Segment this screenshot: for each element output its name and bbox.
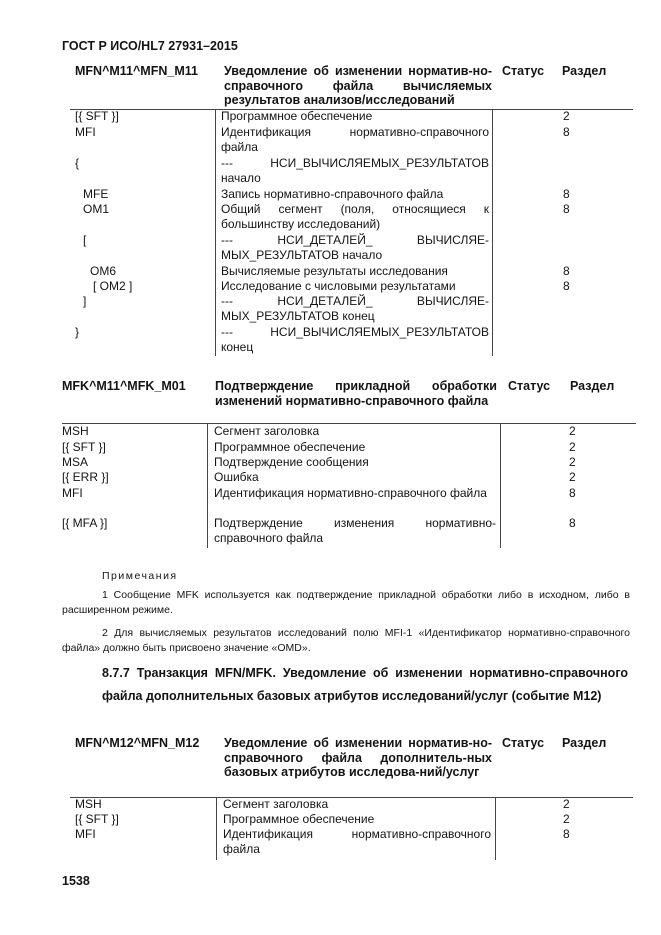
table-row-code: } — [75, 325, 80, 339]
table-row-code: MFI — [75, 827, 96, 841]
table-row-desc: Ошибка — [214, 470, 259, 484]
table-row-code: [{ MFA }] — [62, 516, 108, 530]
table1-header-desc: Уведомление об изменении норматив-но-справочного файла вычисляемых результатов анализов/исследований — [224, 64, 492, 107]
page-number: 1538 — [62, 874, 90, 888]
table-row-section: 8 — [563, 827, 570, 841]
table-row-desc: --- НСИ_ДЕТАЛЕЙ_ ВЫЧИСЛЯЕ-МЫХ_РЕЗУЛЬТАТОВ начало — [221, 233, 489, 263]
table-row-code: [ — [83, 233, 87, 247]
table-row-section: 8 — [563, 187, 570, 201]
document-header: ГОСТ Р ИСО/HL7 27931–2015 — [62, 39, 238, 53]
table-row-desc: Запись нормативно-справочного файла — [221, 187, 444, 201]
table-row-desc: Идентификация нормативно-справочного файла — [223, 827, 491, 857]
table-row-section: 8 — [569, 486, 576, 500]
table-row-section: 2 — [563, 812, 570, 826]
table3-header-desc: Уведомление об изменении норматив-но-справочного файла дополнитель-ных базовых атрибутов исследова-ний/услуг — [224, 736, 492, 779]
note-2: 2 Для вычисляемых результатов исследований полю MFI-1 «Идентификатор нормативно-справочного файла» должно быть присвоено значение «OMD». — [62, 627, 630, 654]
table-row-desc: Исследование с числовыми результатами — [221, 279, 456, 293]
table-row-desc: --- НСИ_ВЫЧИСЛЯЕМЫХ_РЕЗУЛЬТАТОВ начало — [221, 156, 489, 186]
table-row-desc: Программное обеспечение — [221, 109, 373, 123]
table-row-code: MSH — [75, 797, 102, 811]
table-row-desc: Подтверждение изменения нормативно-справочного файла — [214, 516, 496, 546]
table-row-desc: Общий сегмент (поля, относящиеся к большинству исследований) — [221, 202, 489, 232]
section-heading-text: 8.7.7 Транзакция MFN/MFK. Уведомление об изменении нормативно-справочного файла дополнительных базовых атрибутов исследований/услуг (событие M12) — [102, 666, 628, 703]
table-row-code: MFI — [75, 125, 96, 139]
table-row-section: 8 — [563, 279, 570, 293]
table-row-desc: Идентификация нормативно-справочного файла — [221, 125, 489, 155]
table3-header-status: Статус — [502, 736, 545, 750]
table2-column-divider-left — [207, 424, 208, 548]
table-row-section: 8 — [563, 264, 570, 278]
table1-header-section: Раздел — [562, 64, 607, 78]
note-1: 1 Сообщение MFK используется как подтверждение прикладной обработки либо в исходном, либо в расширенном режиме. — [62, 589, 630, 616]
table-row-section: 2 — [563, 109, 570, 123]
table-row-code: [ OM2 ] — [93, 279, 133, 293]
table1-column-divider-right — [492, 110, 493, 356]
table-row-section: 8 — [563, 202, 570, 216]
table-row-code: MSA — [62, 455, 89, 469]
table2-header-code: MFK^M11^MFK_M01 — [62, 379, 186, 393]
table2-header-desc: Подтверждение прикладной обработки изменений нормативно-справочного файла — [215, 379, 497, 408]
table-row-code: MFI — [62, 486, 83, 500]
table1-column-divider-left — [215, 110, 216, 356]
table-row-desc: Сегмент заголовка — [223, 797, 329, 811]
table2-header-section: Раздел — [570, 379, 615, 393]
table-row-desc: Программное обеспечение — [214, 440, 366, 454]
notes-title: Примечания — [102, 570, 178, 582]
table3-column-divider-left — [216, 798, 217, 860]
table3-header-code: MFN^M12^MFN_M12 — [75, 736, 200, 750]
table-row-code: [{ SFT }] — [62, 440, 106, 454]
table-row-code: { — [75, 156, 80, 170]
table-row-desc: Идентификация нормативно-справочного файла — [214, 486, 487, 500]
table1-header-code: MFN^M11^MFN_M11 — [75, 64, 198, 78]
table-row-desc: Программное обеспечение — [223, 812, 375, 826]
table3-column-divider-right — [495, 798, 496, 860]
table-row-code: MSH — [62, 424, 89, 438]
table-row-code: [{ SFT }] — [75, 812, 119, 826]
table2-column-divider-right — [500, 424, 501, 548]
table-row-desc: --- НСИ_ВЫЧИСЛЯЕМЫХ_РЕЗУЛЬТАТОВ конец — [221, 325, 489, 355]
table-row-code: [{ ERR }] — [62, 470, 109, 484]
table-row-code: ] — [83, 294, 87, 308]
table2-header-status: Статус — [508, 379, 551, 393]
table-row-section: 8 — [563, 125, 570, 139]
section-heading-8-7-7 — [102, 662, 628, 708]
table-row-code: [{ SFT }] — [75, 109, 119, 123]
table-row-desc: Подтверждение сообщения — [214, 455, 369, 469]
table-row-section: 2 — [569, 424, 576, 438]
table-row-desc: Вычисляемые результаты исследования — [221, 264, 448, 278]
table-row-code: MFE — [83, 187, 109, 201]
table-row-section: 2 — [569, 455, 576, 469]
table-row-desc: --- НСИ_ДЕТАЛЕЙ_ ВЫЧИСЛЯЕ-МЫХ_РЕЗУЛЬТАТОВ конец — [221, 294, 489, 324]
table-row-code: OM1 — [83, 202, 110, 216]
table3-header-section: Раздел — [562, 736, 607, 750]
table1-header-status: Статус — [502, 64, 545, 78]
table-row-section: 8 — [569, 516, 576, 530]
table-row-section: 2 — [569, 470, 576, 484]
table-row-section: 2 — [563, 797, 570, 811]
table-row-desc: Сегмент заголовка — [214, 424, 320, 438]
table-row-code: OM6 — [90, 264, 117, 278]
table-row-section: 2 — [569, 440, 576, 454]
